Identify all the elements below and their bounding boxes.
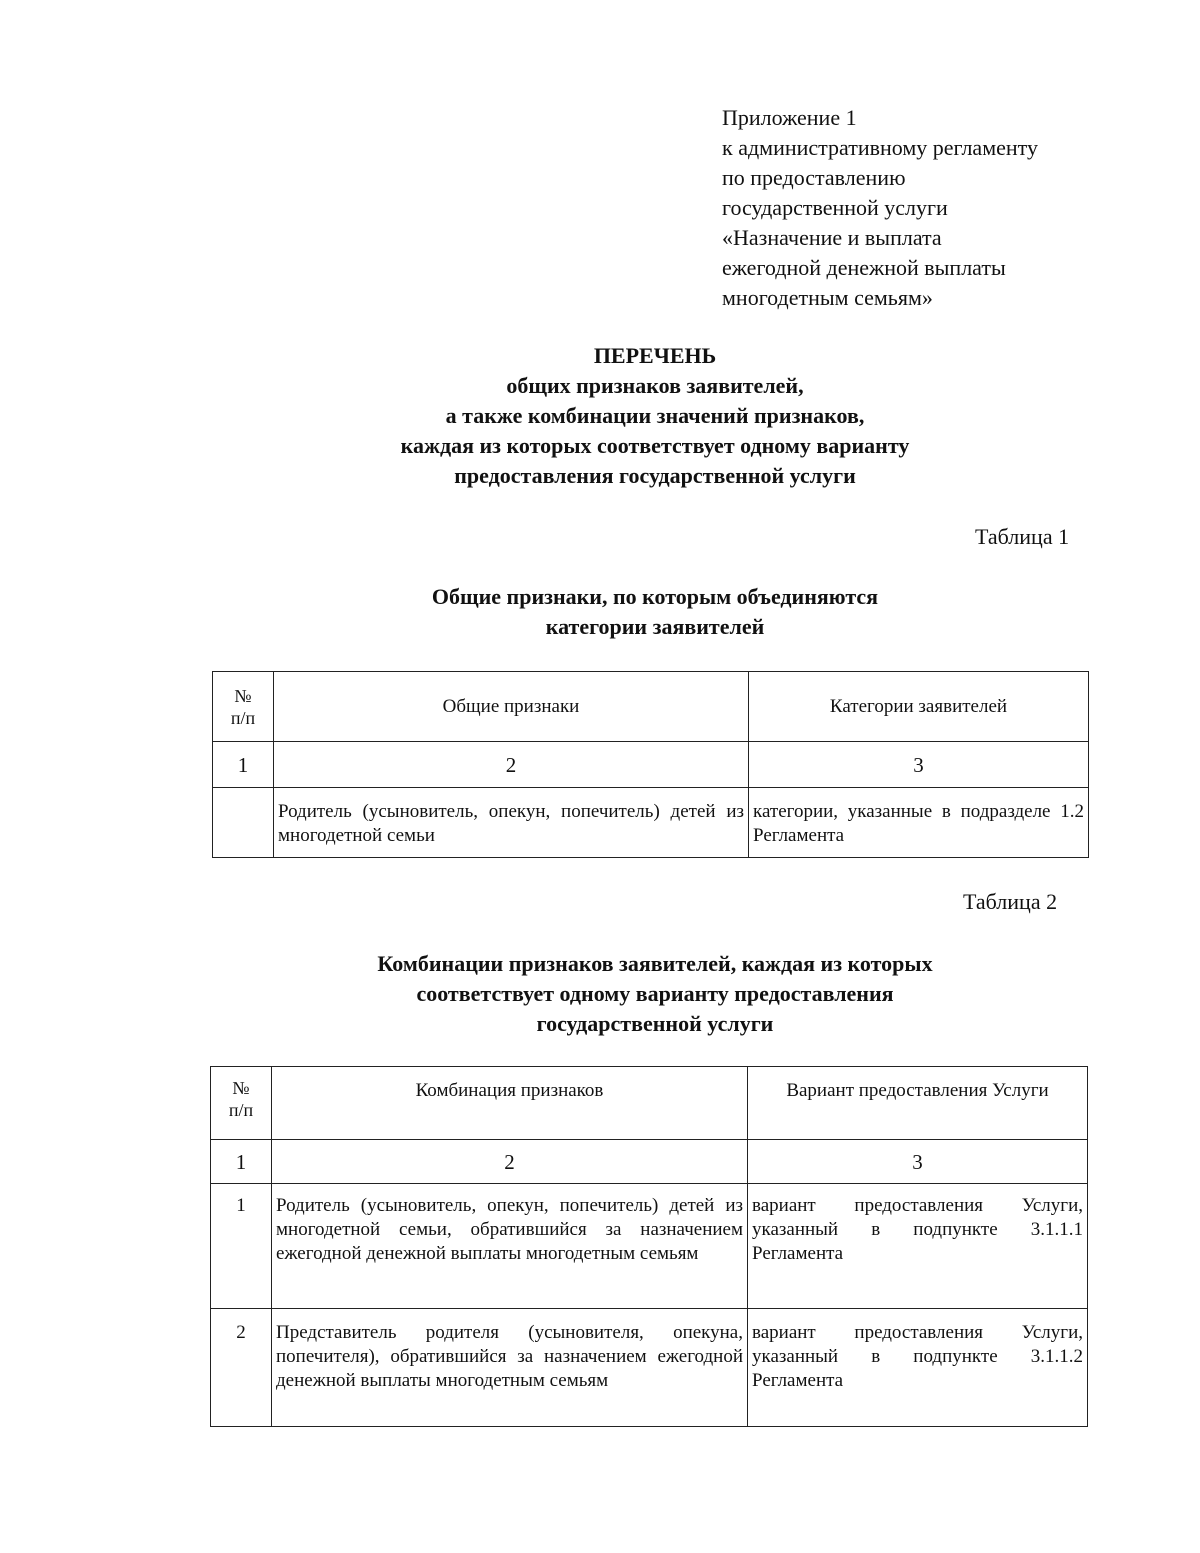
- main-title-line: а также комбинации значений признаков,: [445, 403, 865, 428]
- column-number: 2: [272, 1140, 748, 1184]
- main-title-line: каждая из которых соответствует одному варианту: [400, 433, 910, 458]
- main-title: [0, 341, 1200, 491]
- table1: [212, 671, 1089, 858]
- table2-label: Таблица 2: [963, 889, 1058, 914]
- main-title-line: общих признаков заявителей,: [506, 373, 804, 398]
- header-cell-variant: Вариант предоставления Услуги: [748, 1067, 1088, 1140]
- column-number-row: [213, 742, 1089, 788]
- header-cell-categories: Категории заявителей: [749, 672, 1089, 742]
- row-combination: Родитель (усыновитель, опекун, попечитель) детей из многодетной семьи, обратившийся за назначением ежегодной денежной выплаты многодетным семьям: [272, 1184, 748, 1309]
- row-features: Родитель (усыновитель, опекун, попечитель) детей из многодетной семьи: [274, 788, 749, 858]
- table-header-row: [213, 672, 1089, 742]
- row-variant: вариант предоставления Услуги, указанный в подпункте 3.1.1.2 Регламента: [748, 1309, 1088, 1427]
- table2-title-line: соответствует одному варианту предоставления: [416, 981, 894, 1006]
- row-variant: вариант предоставления Услуги, указанный в подпункте 3.1.1.1 Регламента: [748, 1184, 1088, 1309]
- appendix-line: «Назначение и выплата: [722, 225, 942, 250]
- table-row: [211, 1309, 1088, 1427]
- column-number: 3: [748, 1140, 1088, 1184]
- row-combination: Представитель родителя (усыновителя, опекуна, попечителя), обратившийся за назначением ежегодной денежной выплаты многодетным семьям: [272, 1309, 748, 1427]
- main-title-line: ПЕРЕЧЕНЬ: [593, 343, 717, 368]
- column-number-row: [211, 1140, 1088, 1184]
- appendix-line: к административному регламенту: [722, 135, 1038, 160]
- appendix-header: [722, 103, 1038, 313]
- row-categories: категории, указанные в подразделе 1.2 Регламента: [749, 788, 1089, 858]
- header-cell-num: № п/п: [213, 672, 274, 742]
- table1-title-line: категории заявителей: [545, 614, 765, 639]
- main-title-line: предоставления государственной услуги: [454, 463, 856, 488]
- table-row: [211, 1184, 1088, 1309]
- header-cell-combination: Комбинация признаков: [272, 1067, 748, 1140]
- appendix-line: Приложение 1: [722, 105, 857, 130]
- column-number: 1: [211, 1140, 272, 1184]
- table-row: [213, 788, 1089, 858]
- table2-title-line: государственной услуги: [536, 1011, 774, 1036]
- header-cell-features: Общие признаки: [274, 672, 749, 742]
- header-cell-num: № п/п: [211, 1067, 272, 1140]
- row-num: 1: [211, 1184, 272, 1309]
- appendix-line: ежегодной денежной выплаты: [722, 255, 1006, 280]
- table1-title-line: Общие признаки, по которым объединяются: [431, 584, 879, 609]
- row-num: 2: [211, 1309, 272, 1427]
- table1-label: Таблица 1: [975, 524, 1070, 549]
- appendix-line: многодетным семьям»: [722, 285, 933, 310]
- row-num: [213, 788, 274, 858]
- table1-title: [0, 582, 1200, 642]
- table2-title: [0, 949, 1200, 1039]
- table2-title-line: Комбинации признаков заявителей, каждая из которых: [377, 951, 933, 976]
- table-header-row: [211, 1067, 1088, 1140]
- table2: [210, 1066, 1088, 1427]
- appendix-line: государственной услуги: [722, 195, 948, 220]
- column-number: 3: [749, 742, 1089, 788]
- column-number: 1: [213, 742, 274, 788]
- appendix-line: по предоставлению: [722, 165, 906, 190]
- column-number: 2: [274, 742, 749, 788]
